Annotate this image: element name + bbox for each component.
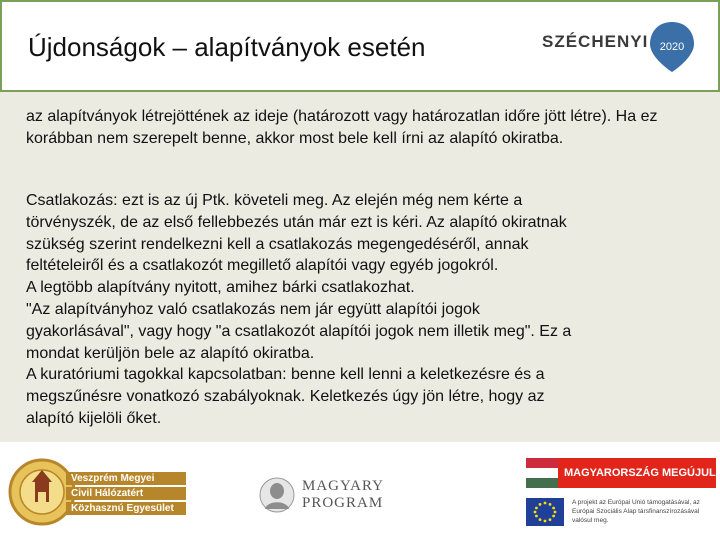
text-line: Csatlakozás: ezt is az új Ptk. követeli meg. Az elején még nem kérte a — [26, 192, 523, 209]
paragraph-duration: az alapítványok létrejöttének az ideje (határozott vagy határozatlan időre jött létre). Ha ez korábban nem szerepelt benne, akkor most bele kell írni az alapító okiratba. — [26, 108, 658, 147]
magyary-text — [302, 478, 384, 512]
veszprem-text-block — [66, 472, 186, 517]
magyary-line: MAGYARY — [302, 478, 385, 494]
text-line: megszűnésre vonatkozó szabályoknak. Keletkezés úgy jön létre, hogy az — [26, 388, 545, 406]
text-line: szükség szerint rendelkezni kell a csatlakozás megengedéséről, annak — [26, 235, 529, 253]
text-line: gyakorlásával", vagy hogy "a csatlakozót alapítói jogok nem illetik meg". Ez a — [26, 322, 572, 340]
eu-flag-icon — [526, 498, 564, 526]
veszprem-line: Közhasznú Egyesület — [66, 502, 186, 515]
paragraph-csatlakozas — [26, 190, 706, 430]
magyary-line: PROGRAM — [302, 495, 384, 511]
text-line: alapító kijelöli őket. — [26, 409, 162, 427]
page-title: Újdonságok – alapítványok esetén — [28, 32, 426, 62]
veszprem-line: Veszprém Megyei — [66, 472, 186, 485]
text-line: mondat kerüljön bele az alapító okiratba. — [26, 344, 315, 362]
text-line: törvényszék, de az első fellebbezés után már ezt is kéri. Az alapító okiratnak — [26, 213, 567, 231]
location-pin-icon — [646, 20, 698, 74]
szechenyi-logo-year: 2020 — [659, 41, 685, 53]
veszprem-civil-logo — [8, 456, 188, 528]
slide-header — [0, 0, 720, 92]
megujul-band: MAGYARORSZÁG MEGÚJUL — [558, 458, 716, 488]
slide-footer — [0, 442, 720, 540]
veszprem-line: Civil Hálózatért — [66, 487, 186, 500]
text-line: feltételeiről és a csatlakozót megillető alapítói vagy egyéb jogokról. — [26, 257, 499, 275]
text-line: "Az alapítványhoz való csatlakozás nem jár együtt alapítói jogok — [26, 300, 480, 318]
slide-content — [0, 92, 720, 442]
szechenyi-2020-logo — [538, 20, 698, 74]
szechenyi-logo-text: SZÉCHENYI — [542, 32, 649, 51]
text-line: A kuratóriumi tagokkal kapcsolatban: benne kell lenni a keletkezésre és a — [26, 366, 545, 384]
magyary-program-logo — [258, 476, 398, 516]
eu-funding-text: A projekt az Európai Unió támogatásával, az Európai Szociális Alap társfinanszírozásával valósul meg. — [572, 499, 700, 524]
text-line: A legtöbb alapítvány nyitott, amihez bárki csatlakozhat. — [26, 279, 415, 297]
hungarian-flag-icon — [526, 458, 558, 488]
magyarorszag-megujul-logo — [526, 452, 718, 538]
portrait-icon — [258, 476, 296, 514]
